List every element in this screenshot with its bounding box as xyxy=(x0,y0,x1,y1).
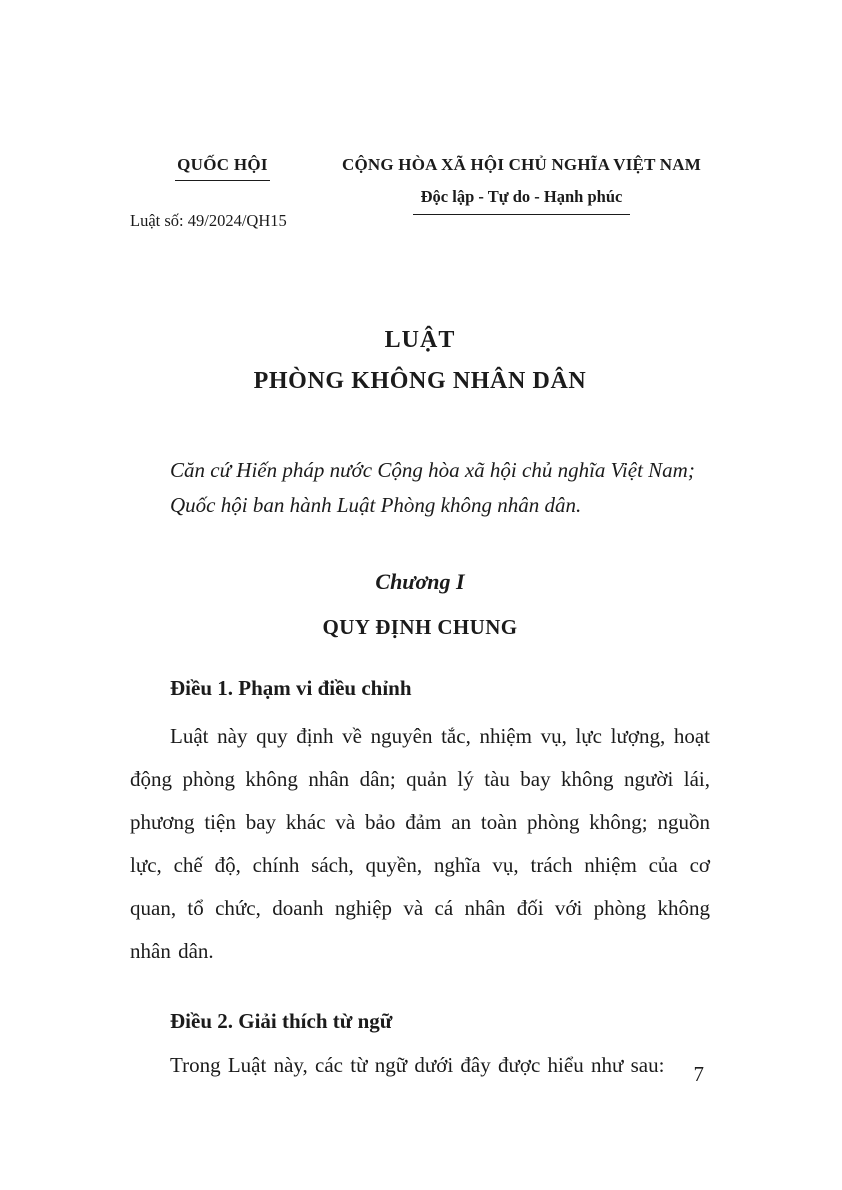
header-right-column xyxy=(333,155,710,215)
national-title: CỘNG HÒA XÃ HỘI CHỦ NGHĨA VIỆT NAM xyxy=(342,155,701,174)
chapter-title: QUY ĐỊNH CHUNG xyxy=(322,615,518,639)
preamble-paragraph-2: Quốc hội ban hành Luật Phòng không nhân dân. xyxy=(170,493,582,517)
law-title-block xyxy=(130,327,710,395)
article-2-heading: Điều 2. Giải thích từ ngữ xyxy=(170,1009,393,1033)
law-title-word: LUẬT xyxy=(384,327,456,353)
article-1-body: Luật này quy định về nguyên tắc, nhiệm vụ, lực lượng, hoạt động phòng không nhân dân; quản lý tàu bay không người lái, phương tiện bay khác và bảo đảm an toàn phòng không; nguồn lực, chế độ, chính sách, quyền, nghĩa vụ, trách nhiệm của cơ quan, tổ chức, doanh nghiệp và cá nhân đối với phòng không nhân dân. xyxy=(130,724,710,963)
preamble-paragraph-1: Căn cứ Hiến pháp nước Cộng hòa xã hội chủ nghĩa Việt Nam; xyxy=(170,458,695,482)
chapter-number: Chương I xyxy=(375,569,465,594)
article-2 xyxy=(130,1009,710,1082)
issuing-body: QUỐC HỘI xyxy=(175,155,270,181)
law-number: Luật số: 49/2024/QH15 xyxy=(130,211,287,230)
article-2-body: Trong Luật này, các từ ngữ dưới đây được hiểu như sau: xyxy=(170,1053,665,1077)
article-1-heading: Điều 1. Phạm vi điều chỉnh xyxy=(170,676,412,700)
preamble xyxy=(130,453,710,523)
chapter-heading-block xyxy=(130,569,710,640)
header-left-column xyxy=(130,155,315,231)
national-motto: Độc lập - Tự do - Hạnh phúc xyxy=(413,187,631,215)
page-number: 7 xyxy=(693,1062,704,1086)
law-title-name: PHÒNG KHÔNG NHÂN DÂN xyxy=(253,368,587,394)
article-1 xyxy=(130,676,710,973)
document-header xyxy=(130,155,710,231)
